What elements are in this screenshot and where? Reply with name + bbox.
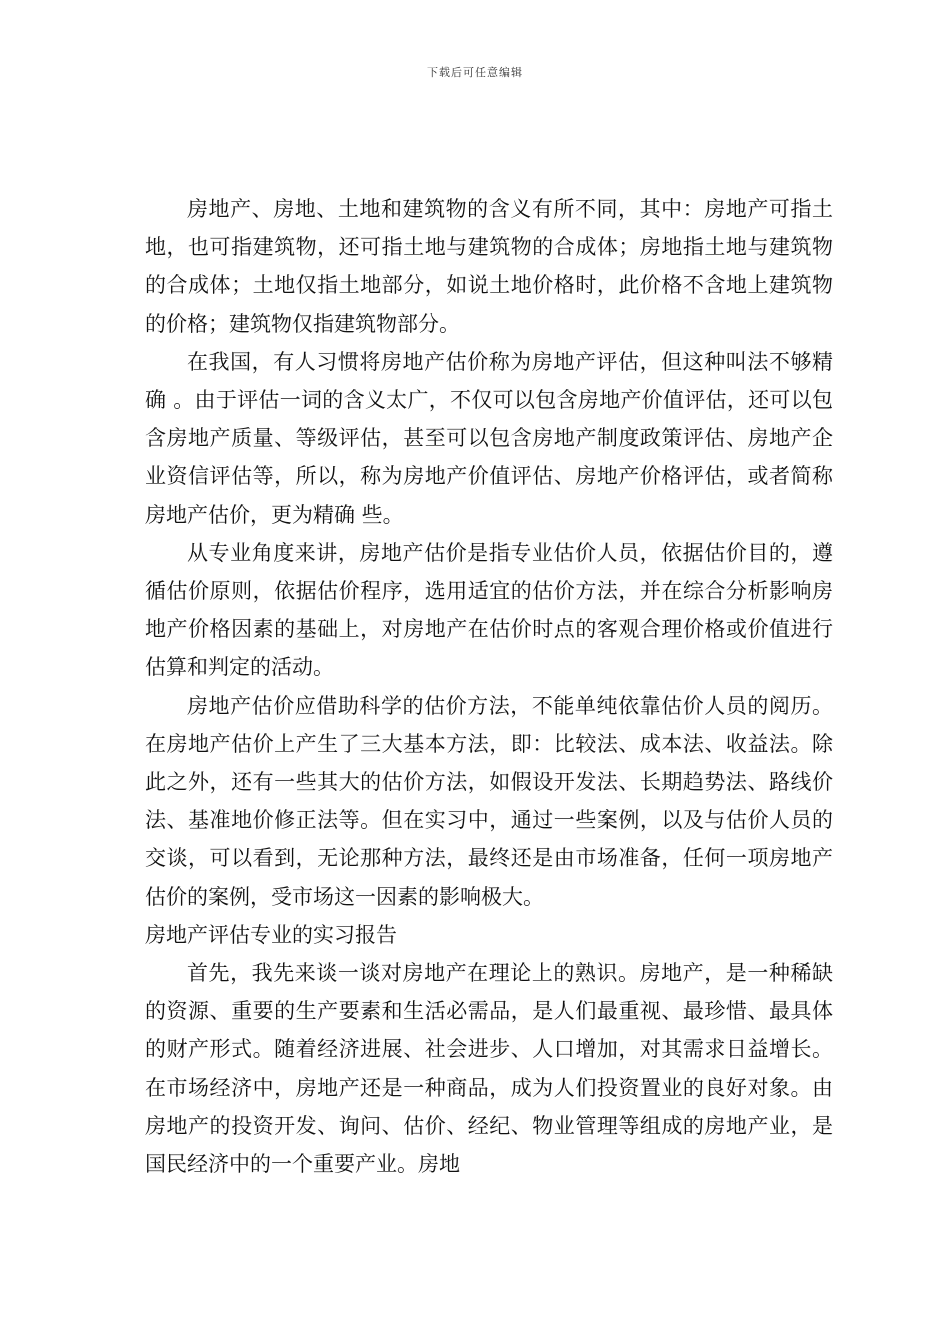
section-title: 房地产评估专业的实习报告 xyxy=(145,922,397,947)
paragraph-theory: 首先，我先来谈一谈对房地产在理论上的熟识。房地产，是一种稀缺的资源、重要的生产要素和生活必需品，是人们最重视、最珍惜、最具体的财产形式。随着经济进展、社会进步、人口增加，对其需求日益增长。在市场经济中，房地产还是一种商品，成为人们投资置业的良好对象。由房地产的投资开发、询问、估价、经纪、物业管理等组成的房地产业，是国民经济中的一个重要产业。房地 xyxy=(145,961,833,1177)
paragraph-definitions: 房地产、房地、土地和建筑物的含义有所不同，其中：房地产可指土地，也可指建筑物，还可指土地与建筑物的合成体；房地指土地与建筑物的合成体；土地仅指土地部分，如说土地价格时，此价格不含地上建筑物的价格；建筑物仅指建筑物部分。 xyxy=(145,197,833,336)
paragraph-professional-definition: 从专业角度来讲，房地产估价是指专业估价人员，依据估价目的，遵循估价原则，依据估价程序，选用适宜的估价方法，并在综合分析影响房地产价格因素的基础上，对房地产在估价时点的客观合理价格或价值进行估算和判定的活动。 xyxy=(145,540,833,680)
paragraph-methods: 房地产估价应借助科学的估价方法，不能单纯依靠估价人员的阅历。在房地产估价上产生了三大基本方法，即：比较法、成本法、收益法。除此之外，还有一些其大的估价方法，如假设开发法、长期趋势法、路线价法、基准地价修正法等。但在实习中，通过一些案例，以及与估价人员的交谈，可以看到，无论那种方法，最终还是由市场准备，任何一项房地产估价的案例，受市场这一因素的影响极大。 xyxy=(145,693,833,909)
page-header: 下载后可任意编辑 xyxy=(427,66,523,79)
document-body xyxy=(145,190,833,1183)
paragraph-terminology: 在我国，有人习惯将房地产估价称为房地产评估，但这种叫法不够精确 。由于评估一词的含义太广，不仅可以包含房地产价值评估，还可以包含房地产质量、等级评估，甚至可以包含房地产制度政策评估、房地产企业资信评估等，所以，称为房地产价值评估、房地产价格评估，或者简称房地产估价，更为精确 些。 xyxy=(145,349,833,527)
